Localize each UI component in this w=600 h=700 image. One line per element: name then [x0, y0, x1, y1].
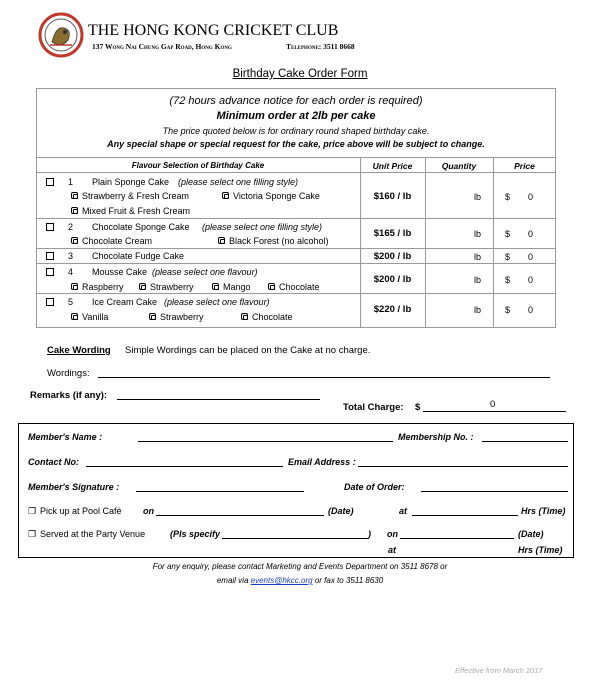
- row-2-price: 0: [528, 229, 534, 239]
- row-2-currency: $: [505, 229, 511, 239]
- notice-special: Any special shape or special request for the cake, price above will be subject to change.: [107, 139, 485, 149]
- served-specify-close: ): [368, 529, 371, 539]
- served-hrs-label: Hrs (Time): [518, 545, 563, 555]
- row-2-note: (please select one filling style): [202, 222, 323, 232]
- email-line: [0, 576, 600, 585]
- row-4-checkbox[interactable]: [46, 268, 54, 276]
- row-5-option-1-radio[interactable]: [71, 313, 78, 320]
- email-prefix: email via: [216, 576, 249, 585]
- row-3-name: Chocolate Fudge Cake: [92, 251, 185, 261]
- notice-minimum: Minimum order at 2lb per cake: [216, 110, 376, 122]
- row-1-checkbox[interactable]: [46, 178, 54, 186]
- row-2-option-2: Black Forest (no alcohol): [229, 236, 329, 246]
- served-date-label: (Date): [518, 529, 544, 539]
- row-2-option-1: Chocolate Cream: [82, 236, 153, 246]
- row-5-option-3: Chocolate: [252, 312, 293, 322]
- row-5-currency: $: [505, 305, 511, 315]
- pickup-at-label: at: [399, 506, 408, 516]
- row-1-option-3-radio[interactable]: [71, 207, 78, 214]
- row-2-number: 2: [68, 222, 74, 232]
- row-1-name: Plain Sponge Cake: [92, 177, 170, 187]
- row-2-checkbox[interactable]: [46, 223, 54, 231]
- row-4-option-2-radio[interactable]: [139, 283, 146, 290]
- row-4-price: 0: [528, 275, 534, 285]
- row-1-unit-price: $160 / lb: [373, 191, 412, 202]
- served-specify-label: (Pls specify: [170, 529, 221, 539]
- date-of-order-label: Date of Order:: [344, 482, 405, 492]
- signature-input[interactable]: [136, 491, 304, 492]
- header-unit-price: Unit Price: [372, 161, 413, 171]
- wordings-label: Wordings:: [47, 368, 90, 379]
- row-3-price: 0: [528, 252, 534, 262]
- enquiry-line: For any enquiry, please contact Marketing and Events Department on 3511 8678 or: [152, 562, 448, 571]
- row-1-currency: $: [505, 192, 511, 202]
- club-address: 137 Wong Nai Chung Gap Road, Hong Kong: [92, 42, 232, 51]
- served-checkbox[interactable]: ❐: [28, 529, 37, 539]
- pickup-label: Pick up at Pool Café: [40, 506, 122, 516]
- row-2-name: Chocolate Sponge Cake: [92, 222, 190, 232]
- row-1-number: 1: [68, 177, 74, 187]
- row-4-number: 4: [68, 267, 74, 277]
- row-5-name: Ice Cream Cake: [92, 297, 158, 307]
- email-suffix: or fax to 3511 8630: [314, 576, 384, 585]
- served-venue-input[interactable]: [222, 538, 368, 539]
- served-on-label: on: [387, 529, 398, 539]
- row-5-unit-price: $220 / lb: [373, 304, 412, 315]
- effective-date: Effective from March 2017: [455, 666, 543, 675]
- table-divider: [36, 248, 556, 249]
- row-5-checkbox[interactable]: [46, 298, 54, 306]
- form-title: Birthday Cake Order Form: [232, 68, 368, 80]
- row-3-checkbox[interactable]: [46, 252, 54, 260]
- club-logo: [38, 12, 84, 58]
- row-3-qty-unit[interactable]: lb: [474, 252, 482, 262]
- row-1-note: (please select one filling style): [178, 177, 299, 187]
- notice-price: The price quoted below is for ordinary round shaped birthday cake.: [162, 126, 430, 136]
- wordings-input[interactable]: [98, 377, 550, 378]
- row-1-option-1: Strawberry & Fresh Cream: [82, 191, 190, 201]
- row-1-option-1-radio[interactable]: [71, 192, 78, 199]
- row-2-qty-unit[interactable]: lb: [474, 229, 482, 239]
- row-1-qty-unit[interactable]: lb: [474, 192, 482, 202]
- pickup-date-label: (Date): [328, 506, 354, 516]
- pickup-hrs-label: Hrs (Time): [521, 506, 566, 516]
- row-5-price: 0: [528, 305, 534, 315]
- header-price: Price: [514, 161, 535, 171]
- row-5-option-1: Vanilla: [82, 312, 109, 322]
- row-4-name: Mousse Cake: [92, 267, 148, 277]
- membership-input[interactable]: [482, 441, 568, 442]
- table-divider: [36, 218, 556, 219]
- row-4-option-4-radio[interactable]: [268, 283, 275, 290]
- row-4-option-2: Strawberry: [150, 282, 194, 292]
- remarks-input[interactable]: [117, 399, 320, 400]
- row-3-number: 3: [68, 251, 74, 261]
- member-name-label: Member's Name :: [28, 432, 103, 442]
- remarks-label: Remarks (if any):: [30, 390, 108, 401]
- table-divider: [360, 157, 361, 328]
- cake-wording-description: Simple Wordings can be placed on the Cake at no charge.: [125, 345, 371, 356]
- row-4-option-3-radio[interactable]: [212, 283, 219, 290]
- row-2-option-1-radio[interactable]: [71, 237, 78, 244]
- pickup-time-input[interactable]: [412, 515, 518, 516]
- total-charge-input[interactable]: [423, 411, 566, 412]
- notice-advance: (72 hours advance notice for each order is required): [169, 95, 423, 107]
- total-charge-value: 0: [490, 399, 496, 410]
- row-4-option-1: Raspberry: [82, 282, 124, 292]
- row-4-note: (please select one flavour): [152, 267, 258, 277]
- row-2-unit-price: $165 / lb: [373, 228, 412, 239]
- row-4-qty-unit[interactable]: lb: [474, 275, 482, 285]
- row-4-option-3: Mango: [223, 282, 251, 292]
- header-quantity: Quantity: [441, 161, 477, 171]
- row-1-option-3: Mixed Fruit & Fresh Cream: [82, 206, 191, 216]
- row-4-currency: $: [505, 275, 511, 285]
- pickup-date-input[interactable]: [156, 515, 324, 516]
- table-divider: [36, 263, 556, 264]
- row-5-option-2: Strawberry: [160, 312, 204, 322]
- row-5-option-3-radio[interactable]: [241, 313, 248, 320]
- table-divider: [36, 157, 556, 158]
- pickup-checkbox[interactable]: ❐: [28, 506, 37, 516]
- row-4-unit-price: $200 / lb: [373, 274, 412, 285]
- club-name: THE HONG KONG CRICKET CLUB: [88, 22, 339, 39]
- member-name-input[interactable]: [138, 441, 393, 442]
- table-divider: [425, 157, 426, 328]
- header-flavour: Flavour Selection of Birthday Cake: [131, 161, 265, 170]
- email-input[interactable]: [358, 466, 568, 467]
- row-3-currency: $: [505, 252, 511, 262]
- pickup-on-label: on: [143, 506, 154, 516]
- row-5-option-2-radio[interactable]: [149, 313, 156, 320]
- row-1-price: 0: [528, 192, 534, 202]
- row-5-note: (please select one flavour): [164, 297, 270, 307]
- row-5-number: 5: [68, 297, 74, 307]
- served-at-label: at: [388, 545, 397, 555]
- total-charge-label: Total Charge:: [343, 402, 404, 413]
- contact-label: Contact No:: [28, 457, 79, 467]
- total-charge-currency: $: [415, 402, 421, 413]
- date-of-order-input[interactable]: [421, 491, 568, 492]
- row-2-option-2-radio[interactable]: [218, 237, 225, 244]
- membership-label: Membership No. :: [398, 432, 474, 442]
- signature-label: Member's Signature :: [28, 482, 120, 492]
- table-divider: [36, 293, 556, 294]
- row-1-option-2-radio[interactable]: [222, 192, 229, 199]
- row-4-option-4: Chocolate: [279, 282, 320, 292]
- cake-wording-heading: Cake Wording: [47, 345, 111, 356]
- email-label: Email Address :: [288, 457, 356, 467]
- served-label: Served at the Party Venue: [40, 529, 146, 539]
- table-divider: [36, 172, 556, 173]
- email-link[interactable]: events@hkcc.org: [250, 576, 313, 585]
- contact-input[interactable]: [86, 466, 283, 467]
- row-1-option-2: Victoria Sponge Cake: [233, 191, 320, 201]
- row-5-qty-unit[interactable]: lb: [474, 305, 482, 315]
- table-divider: [493, 157, 494, 328]
- row-3-unit-price: $200 / lb: [373, 251, 412, 262]
- served-date-input[interactable]: [400, 538, 514, 539]
- row-4-option-1-radio[interactable]: [71, 283, 78, 290]
- club-telephone: Telephone: 3511 8668: [286, 42, 355, 51]
